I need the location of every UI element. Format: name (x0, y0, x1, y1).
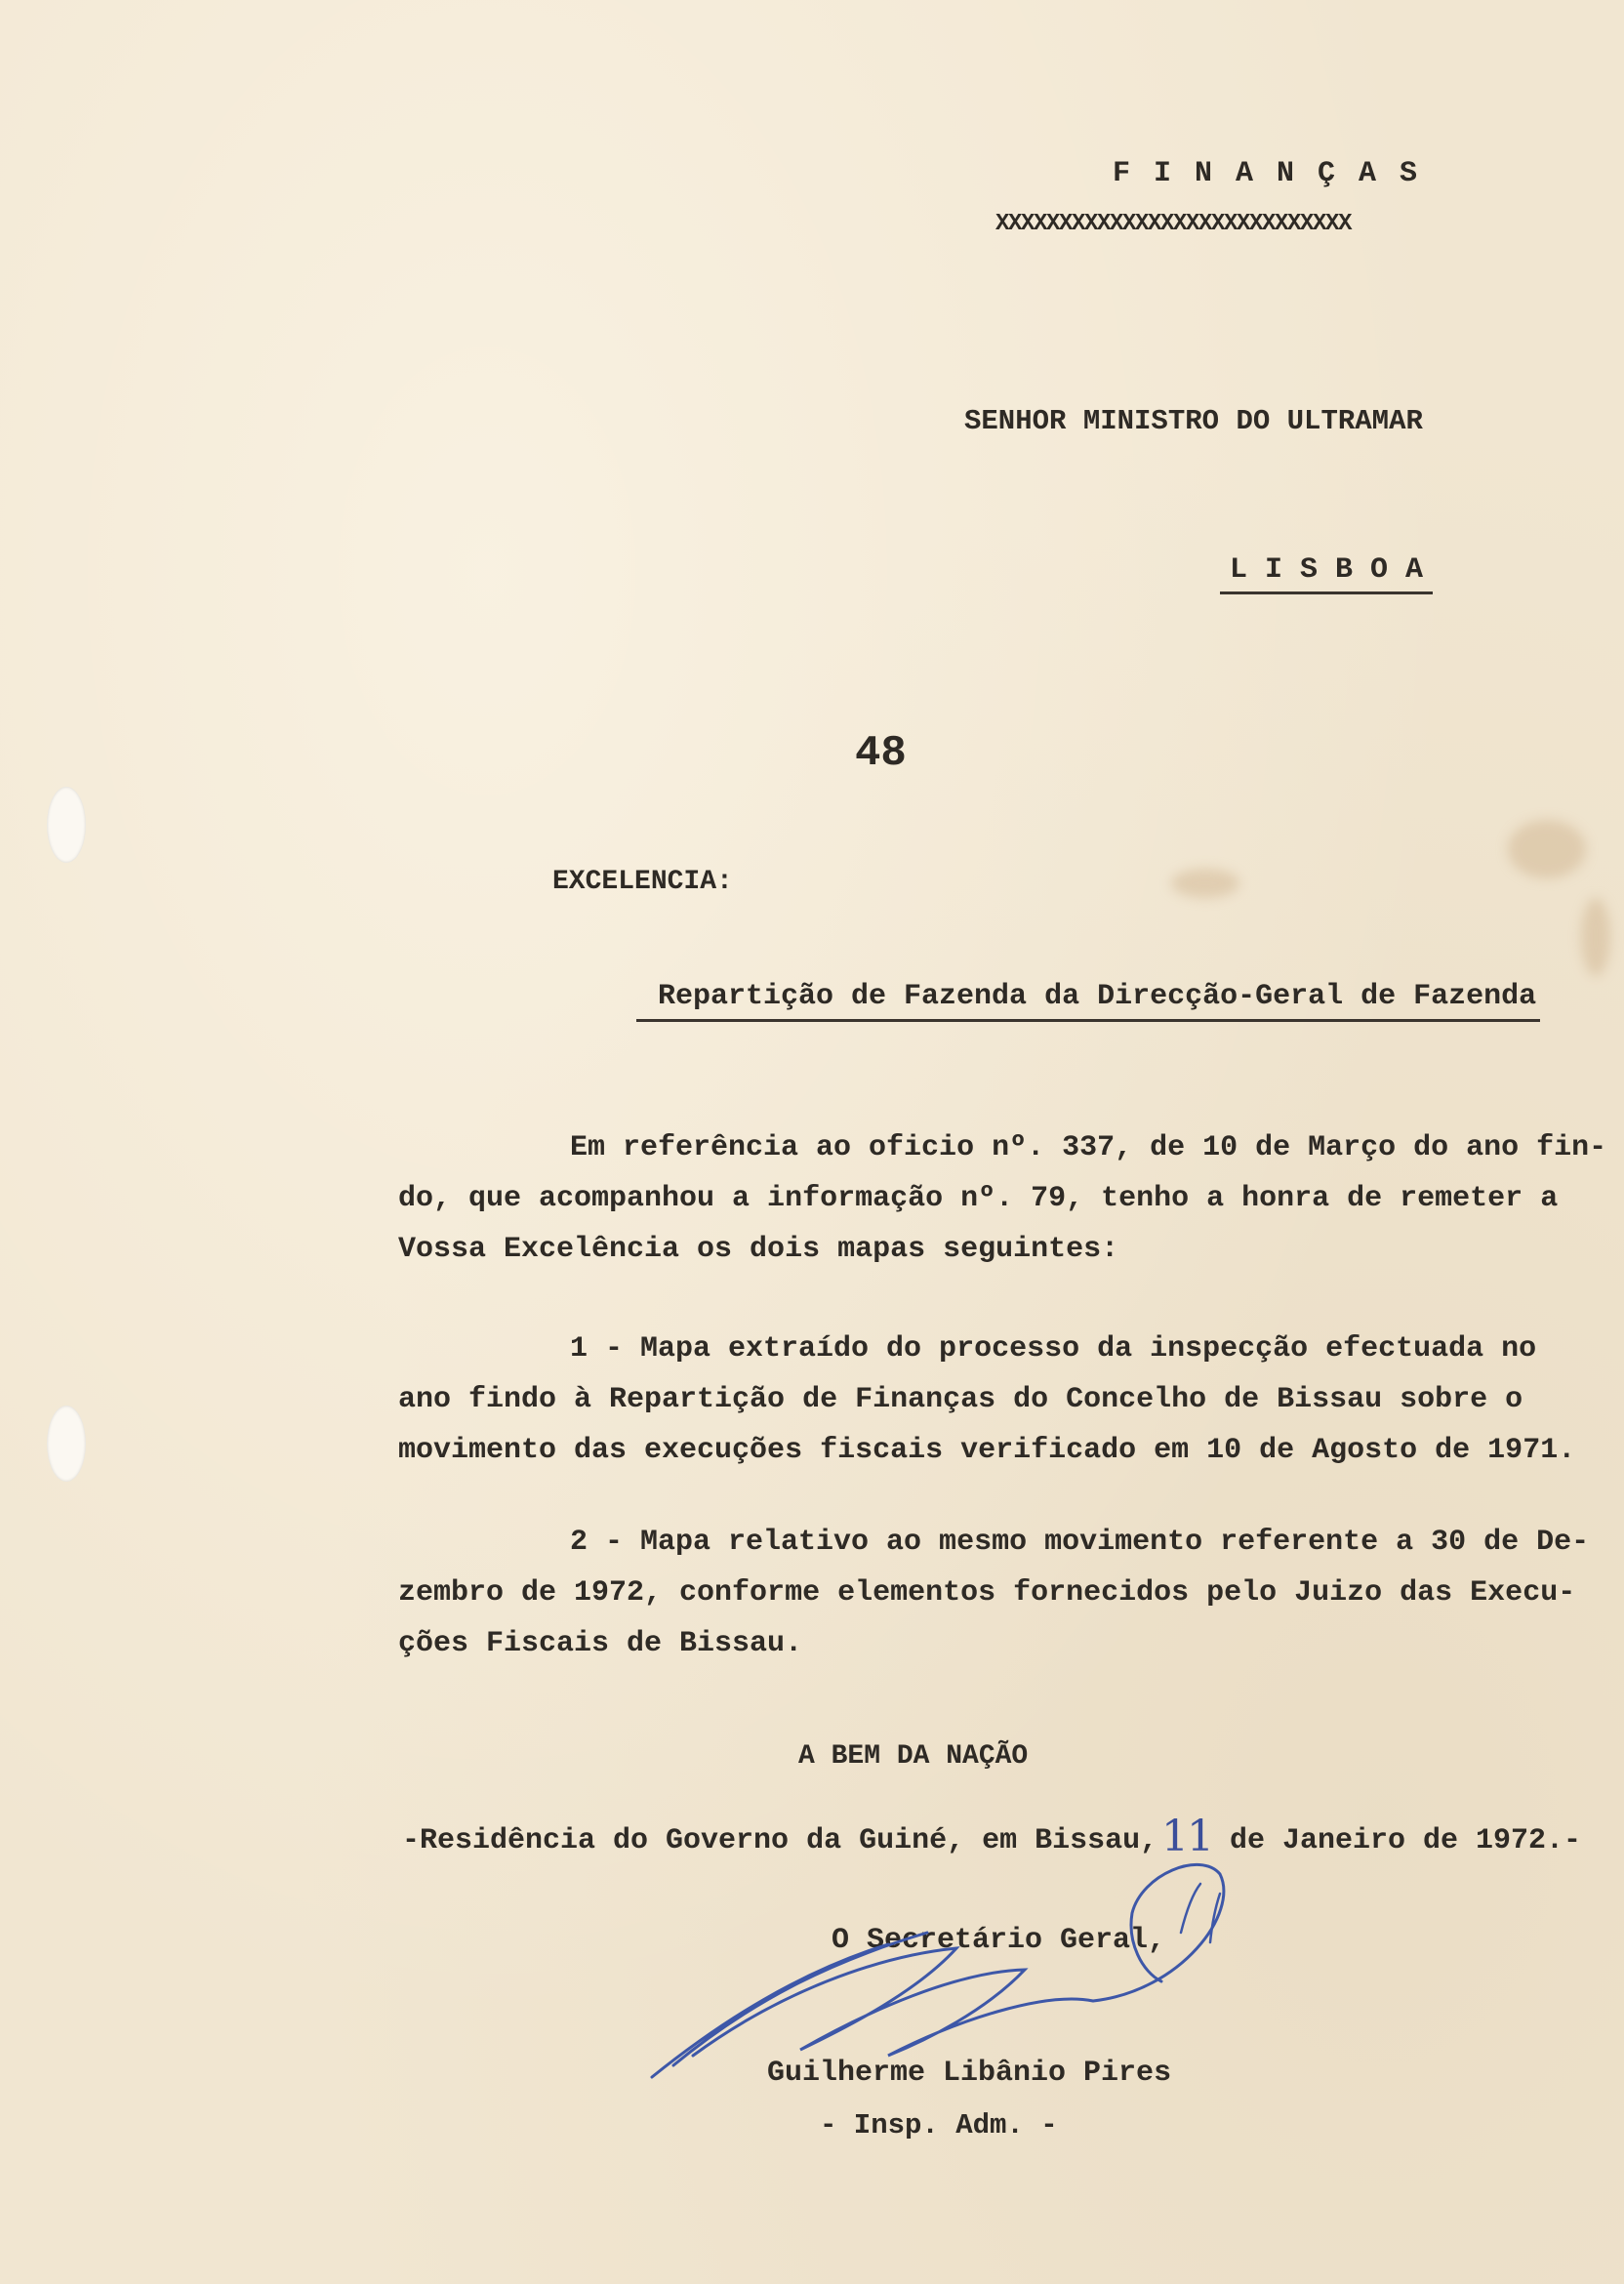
body-line: ções Fiscais de Bissau. (398, 1627, 803, 1660)
body-line: 2 - Mapa relativo ao mesmo movimento referente a 30 de De- (570, 1526, 1590, 1559)
body-line: movimento das execuções fiscais verificado em 10 de Agosto de 1971. (398, 1434, 1576, 1467)
body-line: Vossa Excelência os dois mapas seguintes: (398, 1233, 1119, 1266)
paper-stain (1171, 869, 1239, 898)
signatory-name: Guilherme Libânio Pires (767, 2057, 1172, 2090)
body-line: 1 - Mapa extraído do processo da inspecção efectuada no (570, 1332, 1537, 1366)
document-number: 48 (855, 729, 907, 778)
paper-stain (1581, 898, 1610, 976)
closing-formula: A BEM DA NAÇÃO (798, 1741, 1029, 1772)
department-heading: F I N A N Ç A S (1113, 157, 1421, 190)
signatory-rank: - Insp. Adm. - (820, 2109, 1058, 2141)
paper-stain (1508, 820, 1586, 878)
signatory-role: O Secretário Geral, (832, 1924, 1166, 1957)
body-item-2 (398, 1517, 1590, 1669)
date-line-suffix: de Janeiro de 1972.- (1230, 1824, 1582, 1857)
handwritten-signature (634, 1855, 1259, 2128)
body-item-1 (398, 1324, 1576, 1476)
date-line-prefix: -Residência do Governo da Guiné, em Bissau, (402, 1824, 1158, 1857)
subject-line: Repartição de Fazenda da Direcção-Geral de Fazenda (636, 974, 1540, 1022)
body-line: ano findo à Repartição de Finanças do Concelho de Bissau sobre o (398, 1383, 1523, 1416)
body-line: Em referência ao oficio nº. 337, de 10 de Março do ano fin- (570, 1131, 1607, 1164)
body-line: zembro de 1972, conforme elementos fornecidos pelo Juizo das Execu- (398, 1576, 1576, 1610)
salutation: EXCELENCIA: (552, 867, 733, 897)
addressee-title: SENHOR MINISTRO DO ULTRAMAR (964, 405, 1423, 437)
date-day-handwritten: 11 (1161, 1812, 1212, 1861)
body-intro (398, 1122, 1607, 1275)
struck-through-line: XXXXXXXXXXXXXXXXXXXXXXXXXXXX (995, 211, 1352, 237)
punch-hole-bottom (47, 1406, 86, 1482)
body-line: do, que acompanhou a informação nº. 79, tenho a honra de remeter a (398, 1182, 1559, 1215)
punch-hole-top (47, 787, 86, 863)
addressee-city: L I S B O A (1220, 549, 1433, 594)
